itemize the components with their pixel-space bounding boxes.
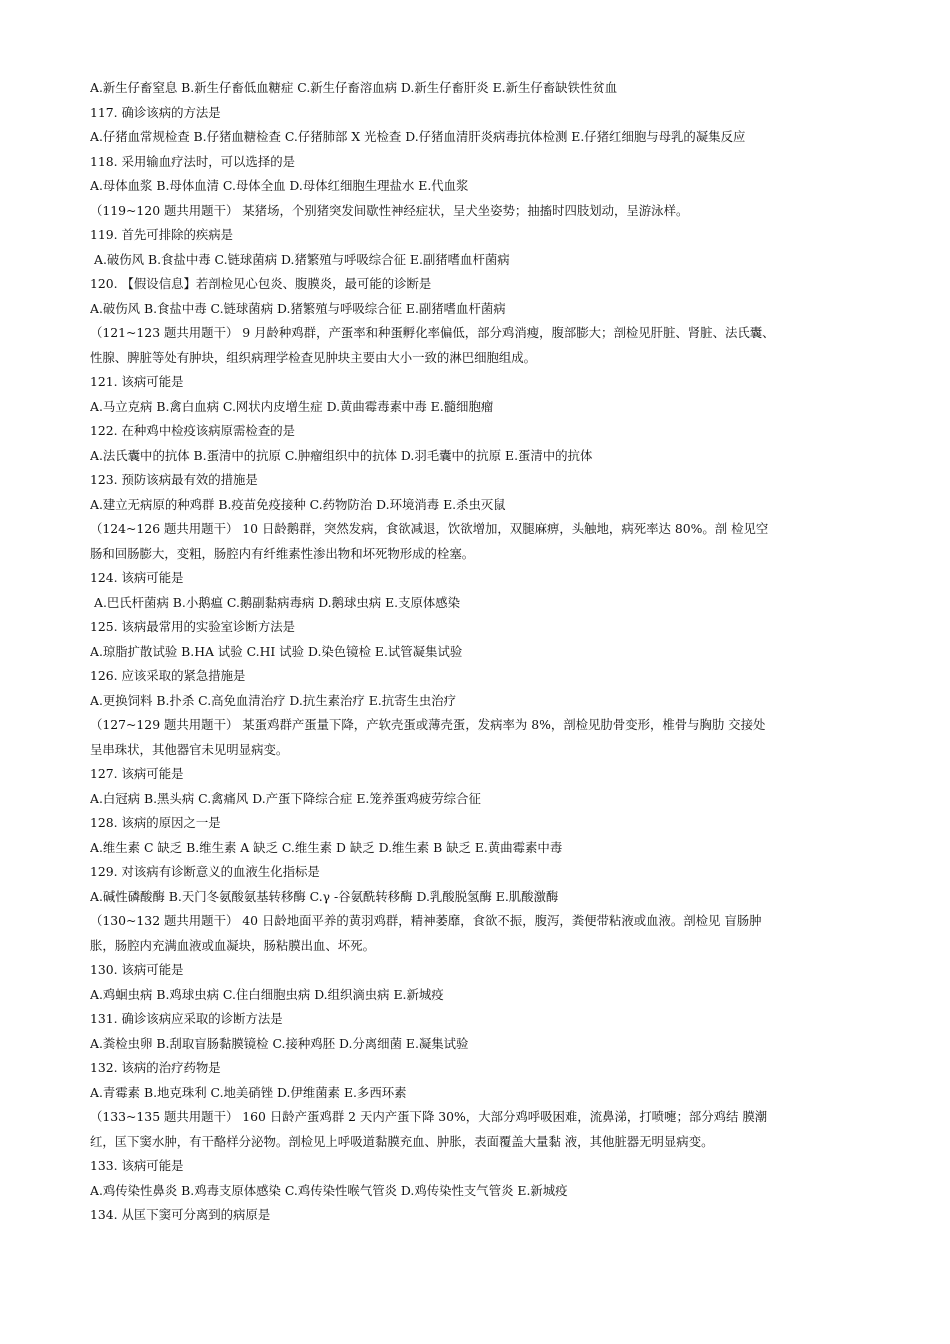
answer-options: A.维生素 C 缺乏 B.维生素 A 缺乏 C.维生素 D 缺乏 D.维生素 B 缺乏 E.黄曲霉素中毒 [90,839,563,855]
shared-question-stem: （127~129 题共用题干） 某蛋鸡群产蛋量下降，产软壳蛋或薄壳蛋，发病率为 8%，剖检见肋骨变形，椎骨与胸肋 交接处 [90,717,766,732]
text-line: 胀，肠腔内充满血液或血凝块，肠粘膜出血、坏死。 [90,937,375,953]
question-stem: 124. 该病可能是 [90,570,184,585]
answer-options: A.母体血浆 B.母体血清 C.母体全血 D.母体红细胞生理盐水 E.代血浆 [90,178,469,193]
answer-options: A.琼脂扩散试验 B.HA 试验 C.HI 试验 D.染色镜检 E.试管凝集试验 [90,643,463,659]
question-stem: 133. 该病可能是 [90,1158,184,1173]
answer-options: A.新生仔畜窒息 B.新生仔畜低血糖症 C.新生仔畜溶血病 D.新生仔畜肝炎 E.新生仔畜缺铁性贫血 [90,80,618,95]
question-stem: 131. 确诊该病应采取的诊断方法是 [90,1011,283,1026]
question-stem: 117. 确诊该病的方法是 [90,104,221,120]
shared-question-stem: （133~135 题共用题干） 160 日龄产蛋鸡群 2 天内产蛋下降 30%，大部分鸡呼吸困难，流鼻涕，打喷嚏；部分鸡结 膜潮 [90,1109,768,1124]
shared-question-stem: （121~123 题共用题干） 9 月龄种鸡群，产蛋率和种蛋孵化率偏低，部分鸡消瘦，腹部膨大；剖检见肝脏、肾脏、法氏囊、 [90,325,775,340]
shared-question-stem: （130~132 题共用题干） 40 日龄地面平养的黄羽鸡群，精神萎靡，食欲不振，腹泻，粪便带粘液或血液。剖检见 盲肠肿 [90,913,762,928]
answer-options: A.建立无病原的种鸡群 B.疫苗免疫接种 C.药物防治 D.环境消毒 E.杀虫灭鼠 [90,496,506,512]
answer-options: A.破伤风 B.食盐中毒 C.链球菌病 D.猪繁殖与呼吸综合征 E.副猪嗜血杆菌病 [94,251,510,267]
shared-question-stem: （119~120 题共用题干） 某猪场，个别猪突发间歇性神经症状，呈犬坐姿势；抽搐时四肢划动，呈游泳样。 [90,202,689,218]
text-line: 肠和回肠膨大，变粗，肠腔内有纤维素性渗出物和坏死物形成的栓塞。 [90,545,475,561]
answer-options: A.仔猪血常规检查 B.仔猪血糖检查 C.仔猪肺部 X 光检查 D.仔猪血清肝炎病毒抗体检测 E.仔猪红细胞与母乳的凝集反应 [90,129,746,144]
text-line: 性腺、脾脏等处有肿块，组织病理学检查见肿块主要由大小一致的淋巴细胞组成。 [90,349,537,365]
question-stem: 127. 该病可能是 [90,766,184,781]
answer-options: A.鸡传染性鼻炎 B.鸡毒支原体感染 C.鸡传染性喉气管炎 D.鸡传染性支气管炎 E.新城疫 [90,1182,568,1198]
question-stem: 134. 从匡下窦可分离到的病原是 [90,1207,271,1222]
answer-options: A.破伤风 B.食盐中毒 C.链球菌病 D.猪繁殖与呼吸综合征 E.副猪嗜血杆菌病 [90,300,506,316]
text-line: 红，匡下窦水肿，有干酪样分泌物。剖检见上呼吸道黏膜充血、肿胀，表面覆盖大量黏 液，其他脏器无明显病变。 [90,1133,714,1149]
answer-options: A.青霉素 B.地克珠利 C.地美硝锉 D.伊维菌素 E.多西环素 [90,1084,407,1100]
question-stem: 118. 采用输血疗法时，可以选择的是 [90,153,295,169]
question-stem: 129. 对该病有诊断意义的血液生化指标是 [90,864,320,879]
question-stem: 125. 该病最常用的实验室诊断方法是 [90,619,295,634]
answer-options: A.粪检虫卵 B.刮取盲肠黏膜镜检 C.接种鸡胚 D.分离细菌 E.凝集试验 [90,1035,469,1051]
question-stem: 132. 该病的治疗药物是 [90,1060,221,1075]
shared-question-stem: （124~126 题共用题干） 10 日龄鹅群，突然发病，食欲减退，饮欲增加，双腿麻痹，头触地，病死率达 80%。剖 检见空 [90,521,769,536]
question-stem: 130. 该病可能是 [90,962,184,977]
answer-options: A.更换饲料 B.扑杀 C.高免血清治疗 D.抗生素治疗 E.抗寄生虫治疗 [90,692,457,708]
answer-options: A.白冠病 B.黑头病 C.禽痛风 D.产蛋下降综合症 E.笼养蛋鸡疲劳综合征 [90,790,481,806]
question-stem: 122. 在种鸡中检疫该病原需检查的是 [90,423,295,438]
text-line: 呈串珠状，其他器官未见明显病变。 [90,741,289,757]
answer-options: A.法氏囊中的抗体 B.蛋清中的抗原 C.肿瘤组织中的抗体 D.羽毛囊中的抗原 E.蛋清中的抗体 [90,447,593,463]
answer-options: A.鸡蛔虫病 B.鸡球虫病 C.住白细胞虫病 D.组织滴虫病 E.新城疫 [90,986,444,1002]
question-stem: 123. 预防该病最有效的措施是 [90,472,258,487]
answer-options: A.马立克病 B.禽白血病 C.网状内皮增生症 D.黄曲霉毒素中毒 E.髓细胞瘤 [90,398,494,414]
answer-options: A.巴氏杆菌病 B.小鹅瘟 C.鹅副黏病毒病 D.鹅球虫病 E.支原体感染 [94,594,461,610]
question-stem: 128. 该病的原因之一是 [90,815,221,830]
question-stem: 120. 【假设信息】若剖检见心包炎、腹膜炎，最可能的诊断是 [90,276,432,291]
answer-options: A.碱性磷酸酶 B.天门冬氨酸氨基转移酶 C.γ -谷氨酰转移酶 D.乳酸脱氢酶 E.肌酸激酶 [90,888,559,904]
question-stem: 126. 应该采取的紧急措施是 [90,668,246,683]
question-stem: 121. 该病可能是 [90,374,184,389]
question-stem: 119. 首先可排除的疾病是 [90,227,234,242]
